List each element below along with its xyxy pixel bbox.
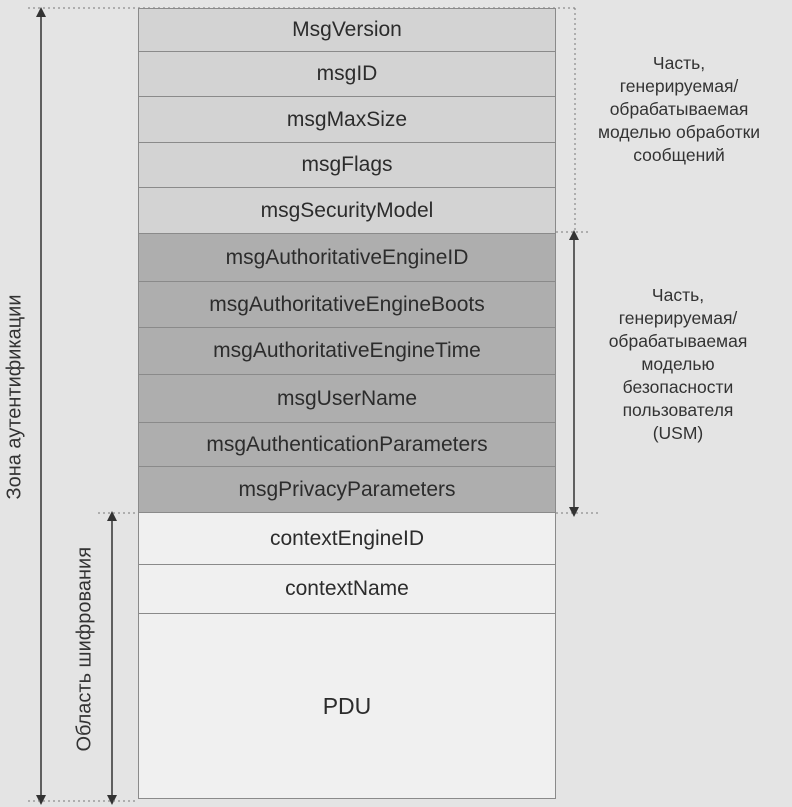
field-msgauthenticationparameters: msgAuthenticationParameters	[138, 423, 556, 467]
field-msgprivacyparameters: msgPrivacyParameters	[138, 467, 556, 513]
field-contextname: contextName	[138, 565, 556, 614]
field-msgauthoritativeenginetime: msgAuthoritativeEngineTime	[138, 328, 556, 375]
field-msgauthoritativeengineid: msgAuthoritativeEngineID	[138, 234, 556, 282]
field-pdu: PDU	[138, 614, 556, 799]
field-msgmaxsize: msgMaxSize	[138, 97, 556, 143]
usm-annotation: Часть, генерируемая/ обрабатываемая моделью безопасности пользователя (USM)	[608, 285, 748, 443]
field-msgusername: msgUserName	[138, 375, 556, 423]
field-msgsecuritymodel: msgSecurityModel	[138, 188, 556, 234]
field-msgid: msgID	[138, 52, 556, 97]
encryption-zone-label: Область шифрования	[73, 546, 96, 752]
field-msgauthoritativeengineboots: msgAuthoritativeEngineBoots	[138, 282, 556, 328]
authentication-zone-label: Зона аутентификации	[3, 294, 26, 500]
message-field-stack	[138, 8, 556, 799]
field-msgflags: msgFlags	[138, 143, 556, 188]
field-msgversion: MsgVersion	[138, 8, 556, 52]
message-processing-annotation: Часть, генерируемая/ обрабатываемая моделью обработки сообщений	[597, 53, 761, 165]
field-contextengineid: contextEngineID	[138, 513, 556, 565]
